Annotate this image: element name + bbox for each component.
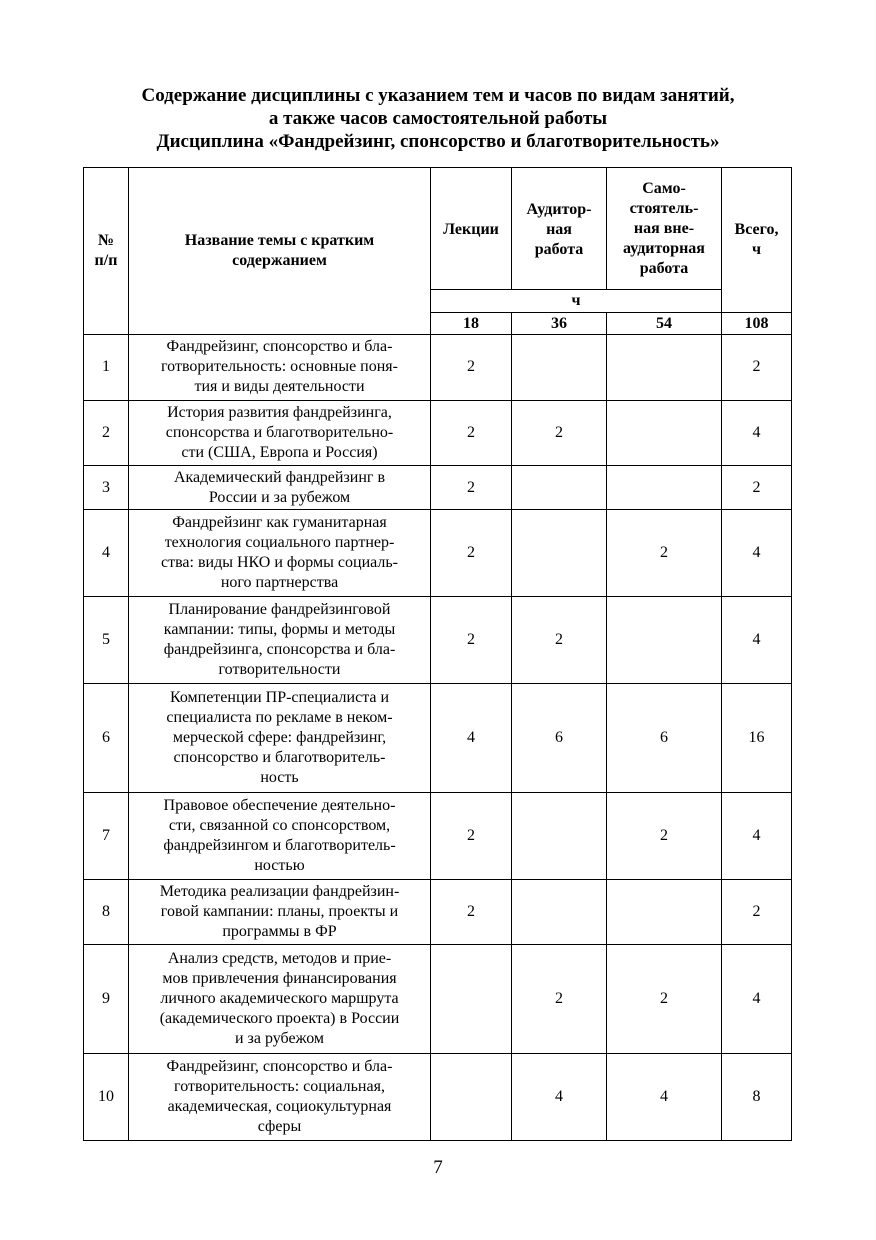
topic-line: фандрейзингом и благотворитель- (163, 836, 396, 854)
total-hours: 108 (722, 313, 792, 335)
row-lectures: 2 (431, 879, 512, 945)
topic-line: сферы (257, 1117, 302, 1135)
row-number: 6 (84, 684, 129, 793)
row-total: 4 (722, 945, 792, 1054)
row-self-study: 4 (607, 1053, 722, 1140)
row-topic (129, 945, 431, 1054)
topic-line: Анализ средств, методов и прие- (167, 949, 392, 967)
header-self-study (607, 168, 722, 290)
row-self-study: 2 (607, 510, 722, 597)
row-topic (129, 792, 431, 879)
topic-line: ностью (254, 856, 305, 874)
topic-line: специалиста по рекламе в неком- (166, 708, 393, 726)
row-number: 3 (84, 466, 129, 510)
row-self-study (607, 879, 722, 945)
topic-line: Академический фандрейзинг в (173, 468, 386, 486)
topic-line: спонсорства и благотворительно- (165, 423, 394, 441)
header-num (84, 168, 129, 335)
table-row (84, 792, 792, 879)
row-self-study: 2 (607, 945, 722, 1054)
topic-line: Методика реализации фандрейзин- (159, 882, 400, 900)
row-number: 5 (84, 597, 129, 684)
topic-line: ность (260, 768, 299, 786)
total-auditory: 36 (512, 313, 607, 335)
row-lectures: 2 (431, 510, 512, 597)
header-auditory-line: работа (534, 241, 584, 258)
header-row (84, 168, 792, 290)
topic-line: Фандрейзинг как гуманитарная (172, 514, 387, 531)
topic-line: (академического проекта) в России (159, 1009, 400, 1027)
row-topic (129, 879, 431, 945)
row-topic (129, 597, 431, 684)
topic-line: личного академического маршрута (160, 989, 399, 1007)
topic-line: спонсорство и благотворитель- (173, 748, 386, 766)
row-topic (129, 684, 431, 793)
row-lectures (431, 1053, 512, 1140)
table-row (84, 510, 792, 597)
row-auditory: 4 (512, 1053, 607, 1140)
row-total: 4 (722, 510, 792, 597)
row-number: 8 (84, 879, 129, 945)
header-self-line: аудиторная (623, 239, 705, 257)
topic-line: сти (США, Европа и Россия) (181, 443, 378, 461)
row-total: 2 (722, 335, 792, 401)
header-total (722, 168, 792, 313)
row-total: 2 (722, 466, 792, 510)
row-number: 2 (84, 400, 129, 466)
header-lectures: Лекции (431, 168, 512, 290)
row-topic (129, 466, 431, 510)
row-self-study (607, 400, 722, 466)
header-self-line: Само- (642, 179, 686, 197)
row-total: 16 (722, 684, 792, 793)
header-topic (129, 168, 431, 335)
total-self-study: 54 (607, 313, 722, 335)
row-topic (129, 335, 431, 401)
row-lectures (431, 945, 512, 1054)
row-self-study (607, 335, 722, 401)
row-total: 4 (722, 400, 792, 466)
row-lectures: 2 (431, 792, 512, 879)
table-row (84, 335, 792, 401)
topic-line: готворительность: социальная, (174, 1077, 385, 1095)
table-row (84, 400, 792, 466)
row-number: 4 (84, 510, 129, 597)
topic-line: мерческой сфере: фандрейзинг, (172, 728, 387, 746)
topic-line: и за рубежом (234, 1029, 325, 1047)
row-total: 8 (722, 1053, 792, 1140)
row-auditory (512, 510, 607, 597)
row-auditory (512, 792, 607, 879)
topic-line: ного партнерства (220, 574, 339, 591)
caption-line-1: Содержание дисциплины с указанием тем и часов по видам занятий, (141, 85, 735, 106)
row-self-study (607, 597, 722, 684)
row-auditory: 2 (512, 400, 607, 466)
row-number: 9 (84, 945, 129, 1054)
row-topic (129, 510, 431, 597)
header-self-line: ная вне- (633, 219, 695, 237)
page-number: 7 (433, 1157, 443, 1178)
row-self-study: 2 (607, 792, 722, 879)
table-caption (0, 84, 876, 153)
header-total-line: Всего, (734, 221, 779, 238)
row-total: 4 (722, 792, 792, 879)
topic-line: Правовое обеспечение деятельно- (163, 796, 396, 814)
topic-line: мов привлечения финансирования (162, 969, 397, 987)
topic-line: Компетенции ПР-специалиста и (169, 688, 390, 706)
header-auditory-line: ная (546, 221, 572, 238)
row-lectures: 2 (431, 466, 512, 510)
header-auditory (512, 168, 607, 290)
topic-line: Фандрейзинг, спонсорство и бла- (166, 338, 393, 356)
header-unit: ч (431, 290, 722, 313)
caption-line-2: а также часов самостоятельной работы (268, 108, 608, 129)
topic-line: технология социального партнер- (164, 534, 395, 551)
header-topic-line: содержанием (232, 252, 327, 269)
header-auditory-line: Аудитор- (526, 201, 592, 218)
row-auditory (512, 879, 607, 945)
table-row (84, 879, 792, 945)
header-self-line: стоятель- (629, 199, 699, 217)
table-row (84, 684, 792, 793)
topic-line: Фандрейзинг, спонсорство и бла- (166, 1057, 393, 1075)
topic-line: ства: виды НКО и формы социаль- (160, 554, 398, 571)
row-lectures: 2 (431, 597, 512, 684)
row-number: 1 (84, 335, 129, 401)
table-row (84, 945, 792, 1054)
row-auditory (512, 335, 607, 401)
topic-line: готворительность: основные поня- (161, 358, 398, 376)
row-lectures: 4 (431, 684, 512, 793)
topic-line: История развития фандрейзинга, (167, 403, 392, 421)
header-self-line: работа (639, 259, 689, 277)
caption-line-3: Дисциплина «Фандрейзинг, спонсорство и благотворительность» (156, 131, 720, 152)
header-num-line: № (97, 232, 115, 249)
topic-line: говой кампании: планы, проекты и (160, 902, 399, 920)
table-row (84, 597, 792, 684)
topic-line: академическая, социокультурная (167, 1097, 392, 1115)
total-lectures: 18 (431, 313, 512, 335)
row-lectures: 2 (431, 335, 512, 401)
header-topic-line: Название темы с кратким (184, 232, 375, 249)
row-lectures: 2 (431, 400, 512, 466)
row-auditory: 6 (512, 684, 607, 793)
row-number: 10 (84, 1053, 129, 1140)
row-auditory: 2 (512, 597, 607, 684)
topic-line: сти, связанной со спонсорством, (168, 816, 391, 834)
row-self-study (607, 466, 722, 510)
row-number: 7 (84, 792, 129, 879)
header-num-line: п/п (94, 252, 118, 269)
topic-line: России и за рубежом (208, 488, 351, 506)
topic-line: готворительности (218, 661, 341, 678)
topic-line: кампании: типы, формы и методы (163, 621, 396, 638)
header-total-line: ч (751, 241, 762, 258)
topic-line: фандрейзинга, спонсорства и бла- (163, 641, 396, 658)
row-auditory: 2 (512, 945, 607, 1054)
table-row (84, 1053, 792, 1140)
row-total: 4 (722, 597, 792, 684)
row-topic (129, 1053, 431, 1140)
topic-line: тия и виды деятельности (194, 378, 365, 396)
row-self-study: 6 (607, 684, 722, 793)
row-total: 2 (722, 879, 792, 945)
topic-line: Планирование фандрейзинговой (168, 601, 391, 618)
discipline-hours-table (83, 167, 792, 1141)
row-topic (129, 400, 431, 466)
topic-line: программы в ФР (222, 922, 337, 940)
table-row (84, 466, 792, 510)
row-auditory (512, 466, 607, 510)
